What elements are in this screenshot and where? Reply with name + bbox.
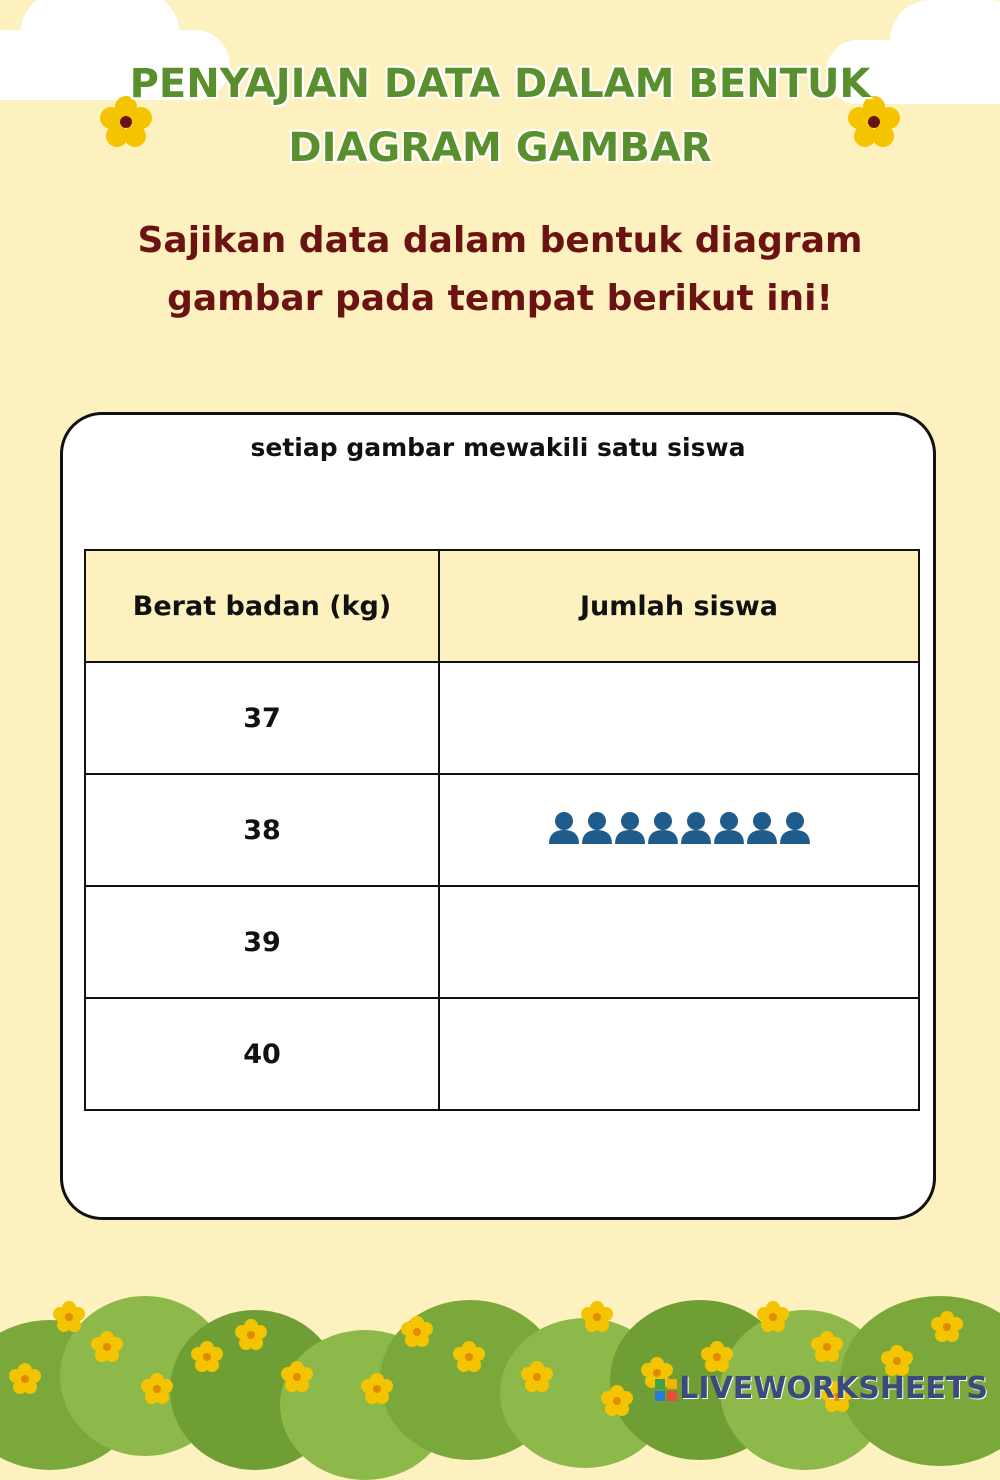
weight-cell: 37: [85, 662, 439, 774]
flower-icon: [810, 1330, 844, 1364]
flower-icon: [52, 1300, 86, 1334]
flower-icon: [700, 1340, 734, 1374]
flower-icon: [190, 1340, 224, 1374]
instruction-line-1: Sajikan data dalam bentuk diagram: [137, 220, 863, 261]
title-line-2: DIAGRAM GAMBAR: [288, 125, 712, 171]
flower-icon: [400, 1315, 434, 1349]
table-row: [85, 774, 919, 886]
flower-icon: [600, 1384, 634, 1418]
worksheet-card: [60, 412, 936, 1220]
flower-icon: [280, 1360, 314, 1394]
watermark-text: LIVEWORKSHEETS: [679, 1371, 988, 1406]
flower-icon: [580, 1300, 614, 1334]
person-icon[interactable]: [613, 810, 647, 844]
icon-group: [547, 810, 811, 844]
drop-zone-38[interactable]: [439, 774, 919, 886]
flower-icon: [360, 1372, 394, 1406]
header-weight: Berat badan (kg): [85, 550, 439, 662]
weight-cell: 39: [85, 886, 439, 998]
drop-zone-37[interactable]: [439, 662, 919, 774]
table-row: [85, 662, 919, 774]
table-row: [85, 886, 919, 998]
flower-icon: [452, 1340, 486, 1374]
person-icon[interactable]: [580, 810, 614, 844]
person-icon[interactable]: [745, 810, 779, 844]
page-title: [0, 52, 1000, 180]
person-icon[interactable]: [679, 810, 713, 844]
person-icon[interactable]: [778, 810, 812, 844]
data-table: [84, 549, 920, 1111]
table-row: [85, 998, 919, 1110]
instruction-line-2: gambar pada tempat berikut ini!: [167, 278, 833, 319]
header-count: Jumlah siswa: [439, 550, 919, 662]
instruction-text: [0, 212, 1000, 328]
person-icon[interactable]: [547, 810, 581, 844]
flower-icon: [234, 1318, 268, 1352]
weight-cell: 40: [85, 998, 439, 1110]
legend-note: setiap gambar mewakili satu siswa: [250, 433, 746, 462]
flower-icon: [756, 1300, 790, 1334]
logo-icon: [655, 1379, 677, 1401]
drop-zone-40[interactable]: [439, 998, 919, 1110]
flower-icon: [8, 1362, 42, 1396]
table-header-row: [85, 550, 919, 662]
flower-icon: [520, 1360, 554, 1394]
weight-cell: 38: [85, 774, 439, 886]
flower-icon: [90, 1330, 124, 1364]
drop-zone-39[interactable]: [439, 886, 919, 998]
flower-icon: [140, 1372, 174, 1406]
flower-icon: [930, 1310, 964, 1344]
person-icon[interactable]: [712, 810, 746, 844]
title-line-1: PENYAJIAN DATA DALAM BENTUK: [129, 61, 871, 107]
liveworksheets-logo: [655, 1371, 988, 1406]
person-icon[interactable]: [646, 810, 680, 844]
